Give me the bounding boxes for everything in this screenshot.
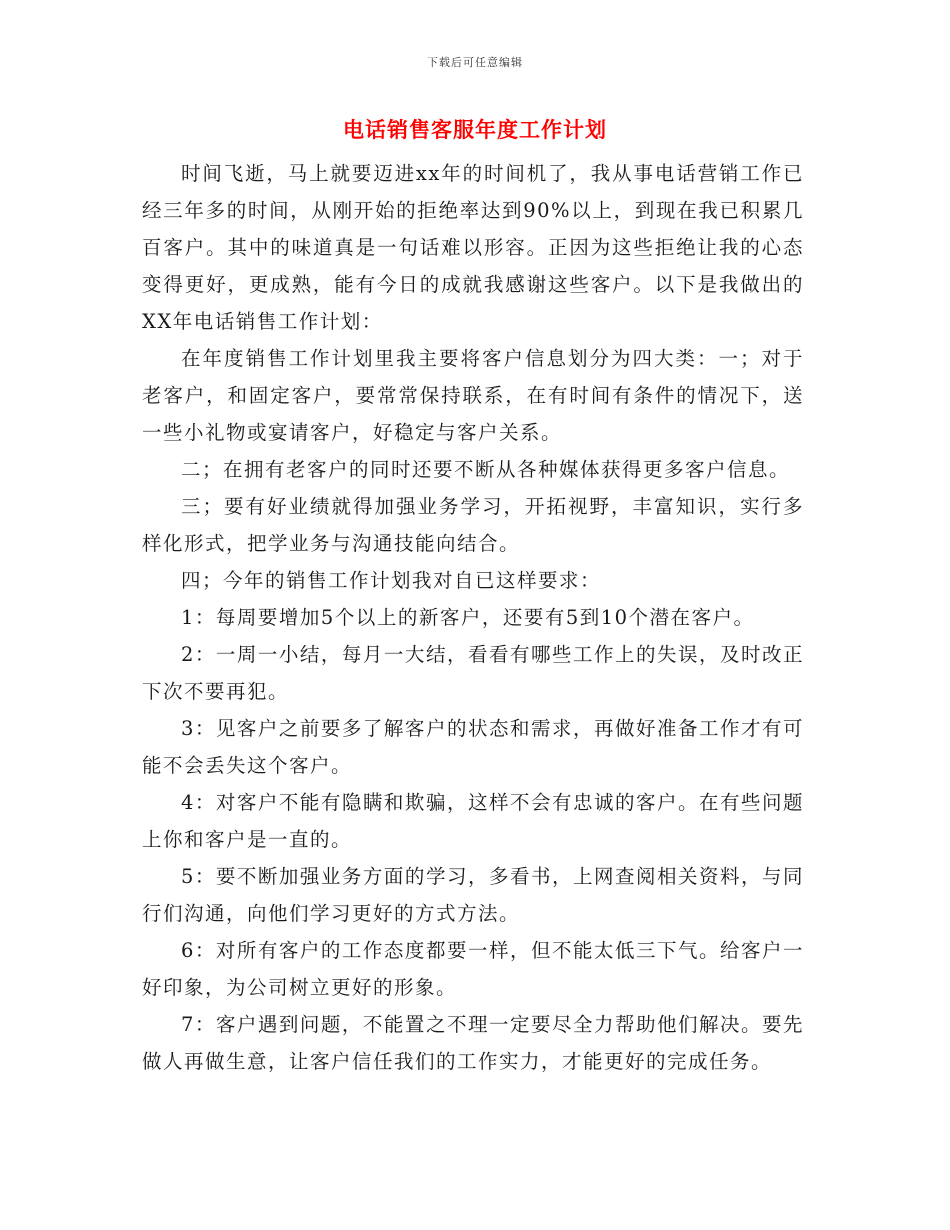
- paragraph-item-7: 7：客户遇到问题，不能置之不理一定要尽全力帮助他们解决。要先做人再做生意，让客户信任我们的工作实力，才能更好的完成任务。: [142, 1013, 804, 1073]
- paragraph-item-3: 3：见客户之前要多了解客户的状态和需求，再做好准备工作才有可能不会丢失这个客户。: [142, 717, 804, 777]
- header-note: 下载后可任意编辑: [427, 56, 523, 69]
- paragraph-intro: 时间飞逝，马上就要迈进xx年的时间机了，我从事电话营销工作已经三年多的时间，从刚开始的拒绝率达到90%以上，到现在我已积累几百客户。其中的味道真是一句话难以形容。正因为这些拒绝让我的心态变得更好，更成熟，能有今日的成就我感谢这些客户。以下是我做出的XX年电话销售工作计划：: [142, 162, 804, 333]
- paragraph-item-5: 5：要不断加强业务方面的学习，多看书，上网查阅相关资料，与同行们沟通，向他们学习更好的方式方法。: [142, 865, 804, 925]
- document-body: [142, 155, 804, 1080]
- paragraph-item-2: 2：一周一小结，每月一大结，看看有哪些工作上的失误，及时改正下次不要再犯。: [142, 643, 804, 703]
- document-title: 电话销售客服年度工作计划: [343, 118, 607, 142]
- paragraph-item-4: 4：对客户不能有隐瞒和欺骗，这样不会有忠诚的客户。在有些问题上你和客户是一直的。: [142, 791, 804, 851]
- paragraph-category-four: 四；今年的销售工作计划我对自已这样要求：: [181, 569, 602, 592]
- paragraph-category-three: 三；要有好业绩就得加强业务学习，开拓视野，丰富知识，实行多样化形式，把学业务与沟通技能向结合。: [142, 495, 804, 555]
- paragraph-item-1: 1：每周要增加5个以上的新客户，还要有5到10个潜在客户。: [181, 606, 755, 629]
- paragraph-category-two: 二；在拥有老客户的同时还要不断从各种媒体获得更多客户信息。: [181, 458, 791, 481]
- paragraph-category-one: 在年度销售工作计划里我主要将客户信息划分为四大类：一；对于老客户，和固定客户，要常常保持联系，在有时间有条件的情况下，送一些小礼物或宴请客户，好稳定与客户关系。: [142, 347, 804, 444]
- paragraph-item-6: 6：对所有客户的工作态度都要一样，但不能太低三下气。给客户一好印象，为公司树立更好的形象。: [142, 939, 804, 999]
